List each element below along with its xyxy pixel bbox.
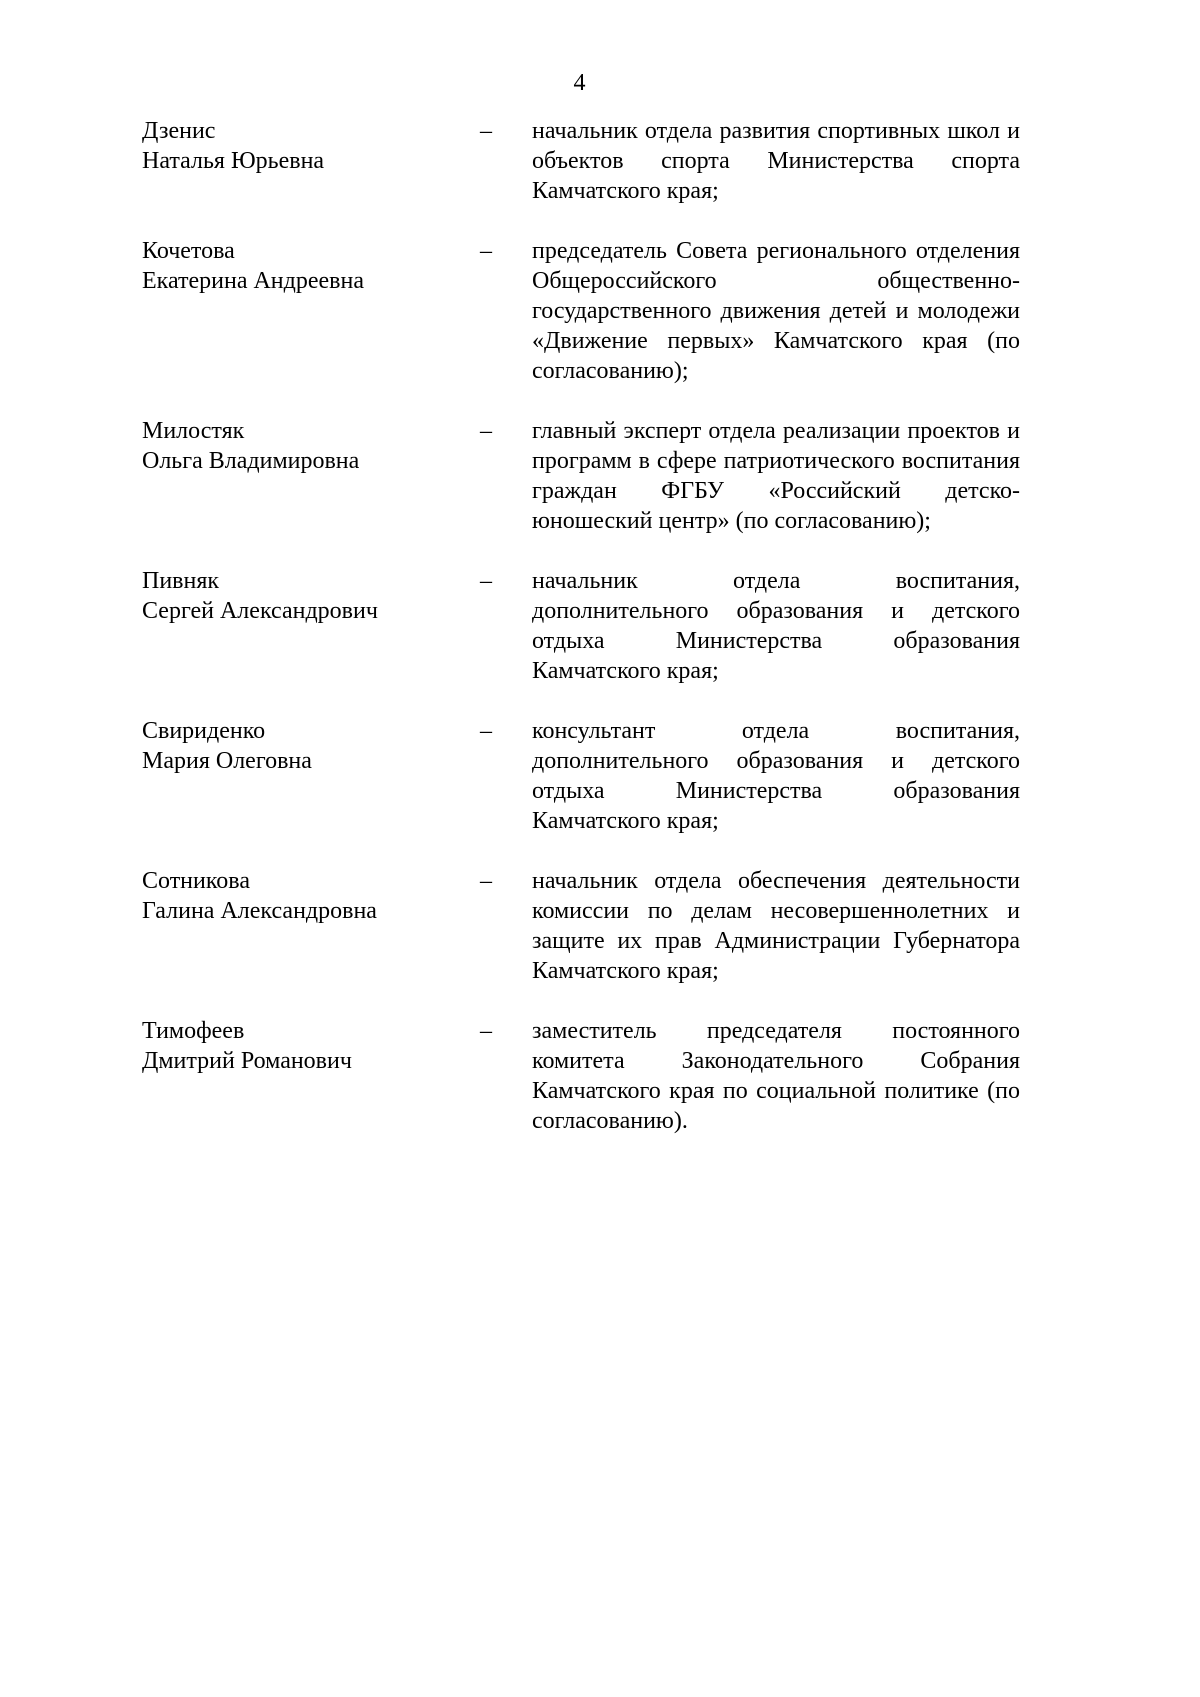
member-position: начальник отдела воспитания, дополнительного образования и детского отдыха Министерства образования Камчатского края;	[532, 568, 1020, 684]
dash-separator: –	[480, 118, 492, 144]
member-entry	[142, 236, 1022, 386]
member-position: начальник отдела развития спортивных школ и объектов спорта Министерства спорта Камчатского края;	[532, 118, 1020, 204]
member-name	[142, 236, 480, 296]
member-surname: Сотникова	[142, 868, 250, 894]
member-surname: Пивняк	[142, 568, 220, 594]
member-name	[142, 416, 480, 476]
dash-separator: –	[480, 718, 492, 744]
member-position: консультант отдела воспитания, дополнительного образования и детского отдыха Министерства образования Камчатского края;	[532, 718, 1020, 834]
member-position: начальник отдела обеспечения деятельности комиссии по делам несовершеннолетних и защите их прав Администрации Губернатора Камчатского края;	[532, 868, 1020, 984]
member-name	[142, 566, 480, 626]
dash-separator: –	[480, 1018, 492, 1044]
member-given-name: Наталья Юрьевна	[142, 148, 325, 174]
member-given-name: Екатерина Андреевна	[142, 268, 364, 294]
member-name	[142, 1016, 480, 1076]
member-name	[142, 866, 480, 926]
member-entry	[142, 866, 1022, 986]
member-surname: Свириденко	[142, 718, 266, 744]
member-list	[142, 116, 1022, 1166]
member-surname: Дзенис	[142, 118, 216, 144]
member-name	[142, 716, 480, 776]
member-position: заместитель председателя постоянного комитета Законодательного Собрания Камчатского края по социальной политике (по согласованию).	[532, 1018, 1020, 1134]
member-surname: Милостяк	[142, 418, 245, 444]
member-given-name: Дмитрий Романович	[142, 1048, 352, 1074]
member-entry	[142, 566, 1022, 686]
member-given-name: Галина Александровна	[142, 898, 377, 924]
member-surname: Тимофеев	[142, 1018, 245, 1044]
member-name	[142, 116, 480, 176]
page-number: 4	[573, 70, 586, 96]
member-position: председатель Совета регионального отделения Общероссийского общественно-государственного движения детей и молодежи «Движение первых» Камчатского края (по согласованию);	[532, 238, 1020, 384]
member-given-name: Ольга Владимировна	[142, 448, 360, 474]
member-given-name: Сергей Александрович	[142, 598, 378, 624]
dash-separator: –	[480, 868, 492, 894]
member-entry	[142, 416, 1022, 536]
member-surname: Кочетова	[142, 238, 235, 264]
dash-separator: –	[480, 568, 492, 594]
dash-separator: –	[480, 418, 492, 444]
member-entry	[142, 116, 1022, 206]
member-entry	[142, 716, 1022, 836]
member-entry	[142, 1016, 1022, 1136]
member-given-name: Мария Олеговна	[142, 748, 312, 774]
dash-separator: –	[480, 238, 492, 264]
member-position: главный эксперт отдела реализации проектов и программ в сфере патриотического воспитания граждан ФГБУ «Российский детско-юношеский центр» (по согласованию);	[532, 418, 1020, 534]
